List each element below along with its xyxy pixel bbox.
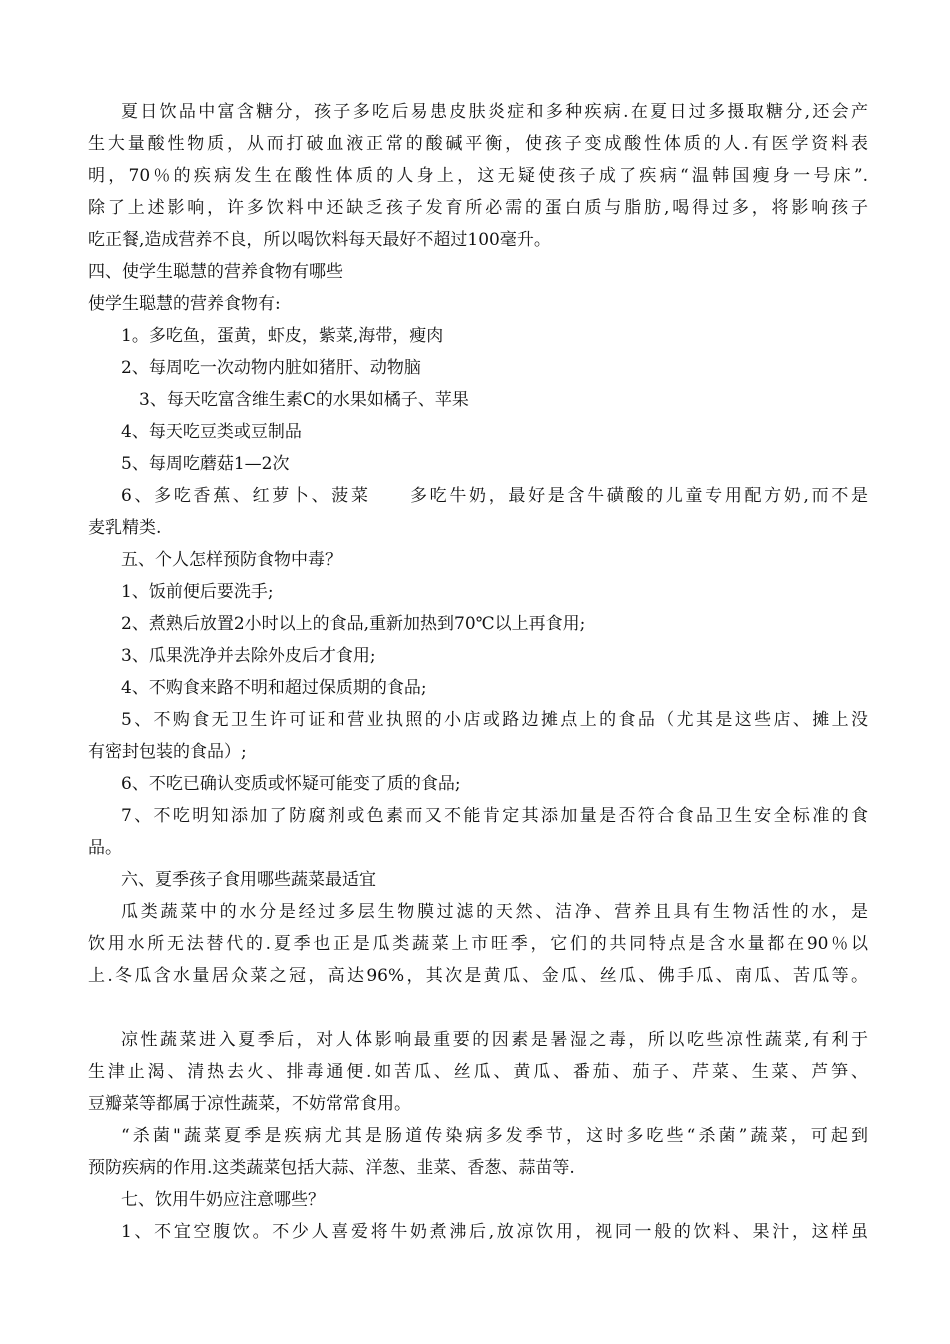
paragraph-line: 豆瓣菜等都属于凉性蔬菜，不妨常常食用。 [88,1094,411,1114]
paragraph-line: “杀菌"蔬菜夏季是疾病尤其是肠道传染病多发季节，这时多吃些“杀菌”蔬菜，可起到 [121,1126,868,1146]
paragraph-line: 生大量酸性物质，从而打破血液正常的酸碱平衡，使孩子变成酸性体质的人.有医学资料表 [88,134,868,154]
paragraph-line: 明，70％的疾病发生在酸性体质的人身上，这无疑使孩子成了疾病“温韩国瘦身一号床”. [88,166,868,186]
list-item: 6、多吃香蕉、红萝卜、菠菜 多吃牛奶，最好是含牛磺酸的儿童专用配方奶,而不是 [121,486,868,506]
list-item: 7、不吃明知添加了防腐剂或色素而又不能肯定其添加量是否符合食品卫生安全标准的食 [121,806,868,826]
list-item-continuation: 有密封包装的食品）; [88,742,247,762]
list-item: 5、每周吃蘑菇1—2次 [121,454,290,474]
list-item: 6、不吃已确认变质或怀疑可能变了质的食品; [121,774,461,794]
list-item: 1、不宜空腹饮。不少人喜爱将牛奶煮沸后,放凉饮用，视同一般的饮料、果汁，这样虽 [121,1222,868,1242]
section-heading: 六、夏季孩子食用哪些蔬菜最适宜 [121,870,376,890]
paragraph-line: 凉性蔬菜进入夏季后，对人体影响最重要的因素是暑湿之毒，所以吃些凉性蔬菜,有利于 [121,1030,868,1050]
list-item-continuation: 麦乳精类. [88,518,162,538]
list-item: 5、不购食无卫生许可证和营业执照的小店或路边摊点上的食品（尤其是这些店、摊上没 [121,710,868,730]
list-item: 3、每天吃富含维生素C的水果如橘子、苹果 [139,390,469,410]
list-item: 4、不购食来路不明和超过保质期的食品; [121,678,427,698]
paragraph-line: 预防疾病的作用.这类蔬菜包括大蒜、洋葱、韭菜、香葱、蒜苗等. [88,1158,575,1178]
list-item: 4、每天吃豆类或豆制品 [121,422,302,442]
list-item: 2、煮熟后放置2小时以上的食品,重新加热到70℃以上再食用; [121,614,586,634]
section-heading: 七、饮用牛奶应注意哪些？ [121,1190,325,1210]
list-item: 1。多吃鱼，蛋黄，虾皮，紫菜,海带，瘦肉 [121,326,444,346]
section-heading: 五、个人怎样预防食物中毒？ [121,550,342,570]
paragraph-line: 生津止渴、清热去火、排毒通便.如苦瓜、丝瓜、黄瓜、番茄、茄子、芹菜、生菜、芦笋、 [88,1062,868,1082]
paragraph-line: 瓜类蔬菜中的水分是经过多层生物膜过滤的天然、洁净、营养且具有生物活性的水，是 [121,902,868,922]
paragraph-line: 夏日饮品中富含糖分，孩子多吃后易患皮肤炎症和多种疾病.在夏日过多摄取糖分,还会产 [121,102,868,122]
paragraph-line: 除了上述影响，许多饮料中还缺乏孩子发育所必需的蛋白质与脂肪,喝得过多，将影响孩子 [88,198,868,218]
paragraph-line: 上.冬瓜含水量居众菜之冠，高达96%，其次是黄瓜、金瓜、丝瓜、佛手瓜、南瓜、苦瓜等。 [88,966,868,986]
paragraph-line: 吃正餐,造成营养不良，所以喝饮料每天最好不超过100毫升。 [88,230,551,250]
list-item: 1、饭前便后要洗手; [121,582,274,602]
list-item-continuation: 品。 [88,838,122,858]
list-item: 2、每周吃一次动物内脏如猪肝、动物脑 [121,358,421,378]
section-heading: 四、使学生聪慧的营养食物有哪些 [88,262,343,282]
paragraph-line: 饮用水所无法替代的.夏季也正是瓜类蔬菜上市旺季，它们的共同特点是含水量都在90％以 [88,934,868,954]
list-item: 3、瓜果洗净并去除外皮后才食用; [121,646,376,666]
section-intro: 使学生聪慧的营养食物有: [88,294,281,314]
